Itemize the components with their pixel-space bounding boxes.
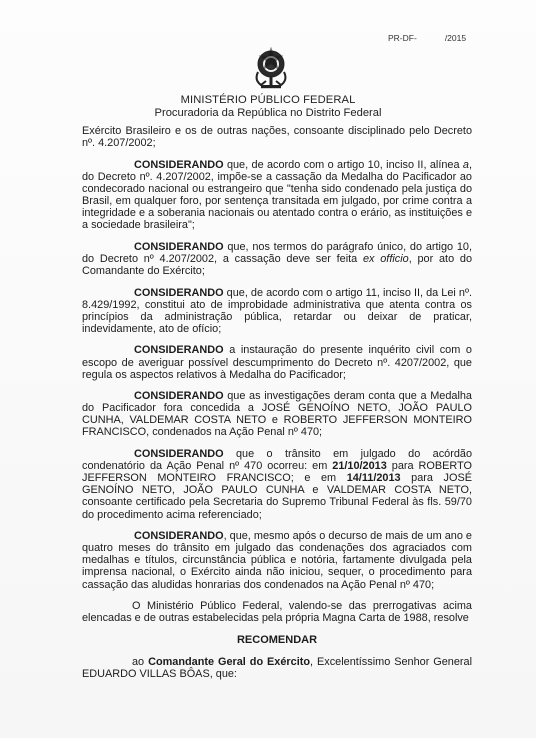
- paragraph-considerando-7: CONSIDERANDO, que, mesmo após o decurso de mais de um ano e quatro meses do trânsito em julgado das condenações dos agraciados com medalhas e títulos, circunstância pública e notória, fartamente divulgada pela imprensa nacional, o Exército ainda não iniciou, sequer, o procedimento para cassação das aludidas honrarias dos condenados na Ação Penal nº 470;: [82, 530, 472, 591]
- recommendation-heading: RECOMENDAR: [236, 633, 318, 646]
- paragraph-considerando-3: CONSIDERANDO que, de acordo com o artigo 11, inciso II, da Lei nº. 8.429/1992, constitui ato de improbidade administrativa que atenta contra os princípios da administração pública, retardar ou deixar de praticar, indevidamente, ato de ofício;: [82, 286, 472, 335]
- document-reference: [388, 33, 466, 43]
- reference-year: /2015: [444, 33, 467, 43]
- reference-prefix: PR-DF-: [388, 33, 417, 43]
- paragraph-addressee: ao Comandante Geral do Exército, Excelentíssimo Senhor General EDUARDO VILLAS BÔAS, que:: [82, 655, 473, 680]
- paragraph-considerando-5: CONSIDERANDO que as investigações deram conta que a Medalha do Pacificador fora concedida a JOSÉ GENOÍNO NETO, JOÃO PAULO CUNHA, VALDEMAR COSTA NETO e ROBERTO JEFFERSON MONTEIRO FRANCISCO, condenados na Ação Penal nº 470;: [82, 390, 472, 439]
- paragraph-1: Exército Brasileiro e os de outras nações, consoante disciplinado pelo Decreto nº. 4.207/2002;: [82, 125, 472, 150]
- paragraph-considerando-4: CONSIDERANDO a instauração do presente inquérito civil com o escopo de averiguar possível descumprimento do Decreto nº. 4207/2002, que regula os aspectos relativos à Medalha do Pacificador;: [82, 344, 472, 381]
- paragraph-considerando-6: CONSIDERANDO que o trânsito em julgado do acórdão condenatório da Ação Penal nº 470 ocorreu: em 21/10/2013 para ROBERTO JEFFERSON MONTEIRO FRANCISCO; e em 14/11/2013 para JOSÉ GENOÍNO NETO, JOÃO PAULO CUNHA e VALDEMAR COSTA NETO, consoante certificado pela Secretaria do Supremo Tribunal Federal às fls. 59/70 do procedimento acima referenciado;: [82, 448, 473, 521]
- brasao-coat-of-arms-icon: [252, 46, 290, 90]
- institution-subtitle: Procuradoria da República no Distrito Federal: [154, 107, 382, 119]
- paragraph-resolve: O Ministério Público Federal, valendo-se das prerrogativas acima elencadas e de outras estabelecidas pela própria Magna Carta de 1988, resolve: [82, 600, 472, 625]
- institution-name: MINISTÉRIO PÚBLICO FEDERAL: [180, 94, 356, 106]
- document-body: [82, 125, 472, 690]
- paragraph-considerando-1: CONSIDERANDO que, de acordo com o artigo 10, inciso II, alínea a, do Decreto nº. 4.207/2002, impõe-se a cassação da Medalha do Pacificador ao condecorado nacional ou estrangeiro que "tenha sido condenado pela justiça do Brasil, em qualquer foro, por sentença transitada em julgado, por crime contra a integridade e a soberania nacionais ou atentado contra o erário, as instituições e a sociedade brasileira";: [82, 158, 472, 232]
- paragraph-considerando-2: CONSIDERANDO que, nos termos do parágrafo único, do artigo 10, do Decreto nº 4.207/2002, a cassação deve ser feita ex officio, por ato do Comandante do Exército;: [82, 240, 472, 277]
